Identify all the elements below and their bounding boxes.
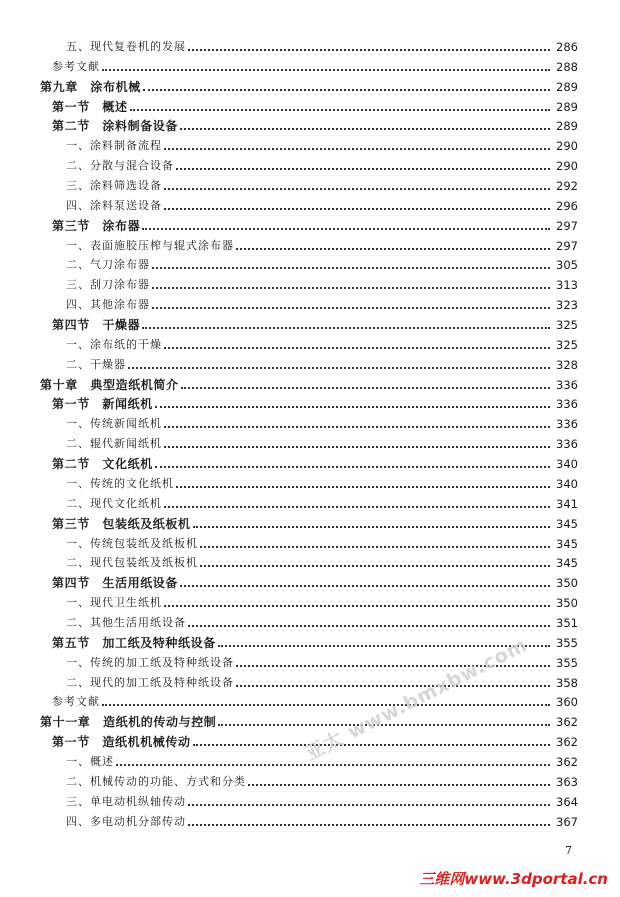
toc-subsection-row[interactable] <box>66 533 578 551</box>
toc-entry-title: 二、其他生活用纸设备 <box>66 615 186 629</box>
toc-subsection-row[interactable] <box>66 36 578 54</box>
toc-entry-title: 一、传统的文化纸机 <box>66 476 174 490</box>
toc-leader-dots <box>218 724 550 726</box>
toc-leader-dots <box>193 744 550 746</box>
toc-page-number: 362 <box>556 715 578 730</box>
toc-page-number: 362 <box>556 754 578 769</box>
toc-leader-dots <box>180 585 550 587</box>
toc-page-number: 340 <box>556 476 578 491</box>
toc-page-number: 336 <box>556 417 578 432</box>
toc-page-number: 351 <box>556 615 578 630</box>
toc-page-number: 297 <box>556 218 578 233</box>
toc-section-row[interactable] <box>52 453 578 471</box>
toc-page-number: 362 <box>556 735 578 750</box>
toc-subsection-row[interactable] <box>66 473 578 491</box>
toc-leader-dots <box>188 824 550 826</box>
toc-page-number: 323 <box>556 298 578 313</box>
toc-page-number: 350 <box>556 596 578 611</box>
toc-entry-title: 四、多电动机分部传动 <box>66 814 186 828</box>
toc-entry-title: 二、现代文化纸机 <box>66 496 162 510</box>
toc-page-number: 341 <box>556 496 578 511</box>
toc-entry-title: 二、现代包装纸及纸板机 <box>66 556 198 570</box>
toc-subsection-row[interactable] <box>66 652 578 670</box>
toc-entry-title: 三、涂料筛选设备 <box>66 179 162 193</box>
toc-page-number: 289 <box>556 99 578 114</box>
toc-leader-dots <box>142 228 550 230</box>
toc-leader-dots <box>130 109 550 111</box>
toc-leader-dots <box>155 406 550 408</box>
toc-entry-title: 第四节 生活用纸设备 <box>52 576 179 591</box>
toc-leader-dots <box>164 446 550 448</box>
toc-entry-title: 第一节 新闻纸机 <box>52 397 153 412</box>
toc-entry-title: 第二节 涂料制备设备 <box>52 119 179 134</box>
toc-section-row[interactable] <box>52 731 578 749</box>
toc-section-row[interactable] <box>52 513 578 531</box>
toc-entry-title: 第十章 典型造纸机简介 <box>40 377 179 392</box>
toc-entry-title: 二、气刀涂布器 <box>66 258 150 272</box>
toc-entry-title: 第五节 加工纸及特种纸设备 <box>52 635 216 650</box>
toc-page-number: 355 <box>556 635 578 650</box>
toc-subsection-row[interactable] <box>66 235 578 253</box>
toc-subsection-row[interactable] <box>52 56 578 74</box>
toc-page-number: 288 <box>556 59 578 74</box>
toc-entry-title: 一、表面施胶压榨与辊式涂布器 <box>66 238 234 252</box>
toc-page-number: 289 <box>556 119 578 134</box>
toc-leader-dots <box>164 188 550 190</box>
toc-entry-title: 三、刮刀涂布器 <box>66 278 150 292</box>
toc-page-number: 336 <box>556 397 578 412</box>
toc-section-row[interactable] <box>52 314 578 332</box>
toc-entry-title: 第九章 涂布机械 <box>40 79 141 94</box>
toc-page-number: 290 <box>556 159 578 174</box>
toc-entry-title: 二、机械传动的功能、方式和分类 <box>66 774 246 788</box>
toc-leader-dots <box>116 764 550 766</box>
site-logo: 三维网www.3dportal.cn <box>419 870 608 888</box>
toc-subsection-row[interactable] <box>66 135 578 153</box>
toc-entry-title: 第二节 文化纸机 <box>52 457 153 472</box>
toc-page-number: 336 <box>556 377 578 392</box>
watermark: 亚太 www.bmxbw.com <box>301 633 532 766</box>
toc-entry-title: 第一节 概述 <box>52 99 128 114</box>
toc-subsection-row[interactable] <box>66 334 578 352</box>
toc-subsection-row[interactable] <box>66 155 578 173</box>
toc-subsection-row[interactable] <box>66 612 578 630</box>
toc-page-number: 305 <box>556 258 578 273</box>
toc-subsection-row[interactable] <box>66 354 578 372</box>
toc-subsection-row[interactable] <box>66 433 578 451</box>
toc-entry-title: 三、单电动机纵轴传动 <box>66 794 186 808</box>
page-number: 7 <box>565 844 572 857</box>
toc-leader-dots <box>164 148 550 150</box>
toc-entry-title: 第十一章 造纸机的传动与控制 <box>40 715 217 730</box>
toc-section-row[interactable] <box>52 632 578 650</box>
toc-leader-dots <box>193 526 550 528</box>
toc-subsection-row[interactable] <box>66 791 578 809</box>
toc-subsection-row[interactable] <box>66 493 578 511</box>
toc-entry-title: 参考文献 <box>52 695 100 709</box>
toc-entry-title: 四、涂料泵送设备 <box>66 198 162 212</box>
toc-entry-title: 第三节 包装纸及纸板机 <box>52 516 191 531</box>
toc-page-number: 345 <box>556 516 578 531</box>
toc-leader-dots <box>152 307 550 309</box>
toc-page-number: 358 <box>556 675 578 690</box>
toc-page-number: 289 <box>556 79 578 94</box>
toc-page-number: 292 <box>556 179 578 194</box>
toc-section-row[interactable] <box>52 572 578 590</box>
toc-page-number: 313 <box>556 278 578 293</box>
toc-page-number: 367 <box>556 814 578 829</box>
toc-page-number: 363 <box>556 774 578 789</box>
toc-section-row[interactable] <box>52 115 578 133</box>
toc-entry-title: 一、现代卫生纸机 <box>66 596 162 610</box>
toc-leader-dots <box>152 287 550 289</box>
toc-subsection-row[interactable] <box>66 592 578 610</box>
toc-leader-dots <box>188 49 550 51</box>
toc-entry-title: 参考文献 <box>52 59 100 73</box>
toc-subsection-row[interactable] <box>66 195 578 213</box>
toc-leader-dots <box>164 208 550 210</box>
toc-leader-dots <box>164 347 550 349</box>
toc-subsection-row[interactable] <box>66 413 578 431</box>
toc-leader-dots <box>176 486 550 488</box>
toc-entry-title: 二、现代的加工纸及特种纸设备 <box>66 675 234 689</box>
toc-leader-dots <box>164 506 550 508</box>
toc-subsection-row[interactable] <box>66 811 578 829</box>
toc-leader-dots <box>218 645 550 647</box>
toc-leader-dots <box>155 466 550 468</box>
toc-page-number: 340 <box>556 457 578 472</box>
toc-page-number: 350 <box>556 576 578 591</box>
toc-entry-title: 二、辊代新闻纸机 <box>66 437 162 451</box>
toc-entry-title: 五、现代复卷机的发展 <box>66 40 186 53</box>
toc-page-number: 360 <box>556 695 578 710</box>
toc-entry-title: 第三节 涂布器 <box>52 218 141 233</box>
toc-page-number: 336 <box>556 437 578 452</box>
toc-page-number: 325 <box>556 337 578 352</box>
toc-leader-dots <box>248 784 550 786</box>
toc-leader-dots <box>188 625 550 627</box>
toc-leader-dots <box>152 267 550 269</box>
toc-chapter-row[interactable] <box>40 374 578 392</box>
toc-entry-title: 一、概述 <box>66 754 114 768</box>
toc-entry-title: 一、传统包装纸及纸板机 <box>66 536 198 550</box>
toc-leader-dots <box>143 89 550 91</box>
toc-leader-dots <box>236 685 550 687</box>
toc-page-number: 328 <box>556 357 578 372</box>
toc-entry-title: 二、干燥器 <box>66 357 126 371</box>
toc-entry-title: 二、分散与混合设备 <box>66 159 174 173</box>
toc-subsection-row[interactable] <box>52 691 578 709</box>
toc-entry-title: 一、涂布纸的干燥 <box>66 337 162 351</box>
toc-chapter-row[interactable] <box>40 76 578 94</box>
toc-leader-dots <box>102 704 550 706</box>
toc-section-row[interactable] <box>52 96 578 114</box>
toc-page-number: 290 <box>556 139 578 154</box>
toc-leader-dots <box>164 426 550 428</box>
toc-leader-dots <box>181 387 550 389</box>
toc-page-number: 286 <box>556 40 578 54</box>
toc-entry-title: 一、传统新闻纸机 <box>66 417 162 431</box>
toc-leader-dots <box>236 248 550 250</box>
toc-page-number: 297 <box>556 238 578 253</box>
toc-leader-dots <box>188 804 550 806</box>
toc-entry-title: 一、传统的加工纸及特种纸设备 <box>66 655 234 669</box>
toc-subsection-row[interactable] <box>66 751 578 769</box>
toc-page-number: 325 <box>556 318 578 333</box>
toc-page-number: 364 <box>556 794 578 809</box>
toc-leader-dots <box>180 128 550 130</box>
toc-subsection-row[interactable] <box>66 274 578 292</box>
toc-page-number: 355 <box>556 655 578 670</box>
toc-entry-title: 一、涂料制备流程 <box>66 139 162 153</box>
toc-leader-dots <box>164 605 550 607</box>
toc-entry-title: 第一节 造纸机机械传动 <box>52 735 191 750</box>
toc-subsection-row[interactable] <box>66 254 578 272</box>
toc-leader-dots <box>102 69 550 71</box>
toc-leader-dots <box>142 327 550 329</box>
toc-leader-dots <box>128 367 550 369</box>
toc-chapter-row[interactable] <box>40 711 578 729</box>
toc-page-number: 345 <box>556 556 578 571</box>
toc-subsection-row[interactable] <box>66 294 578 312</box>
toc-subsection-row[interactable] <box>66 771 578 789</box>
toc-subsection-row[interactable] <box>66 672 578 690</box>
toc-subsection-row[interactable] <box>66 552 578 570</box>
toc-leader-dots <box>200 546 550 548</box>
toc-leader-dots <box>200 565 550 567</box>
toc-page-number: 345 <box>556 536 578 551</box>
toc-leader-dots <box>176 168 550 170</box>
toc-entry-title: 第四节 干燥器 <box>52 318 141 333</box>
toc-entry-title: 四、其他涂布器 <box>66 298 150 312</box>
toc-subsection-row[interactable] <box>66 175 578 193</box>
toc-section-row[interactable] <box>52 215 578 233</box>
toc-section-row[interactable] <box>52 393 578 411</box>
toc-leader-dots <box>236 665 550 667</box>
toc-page-number: 296 <box>556 198 578 213</box>
